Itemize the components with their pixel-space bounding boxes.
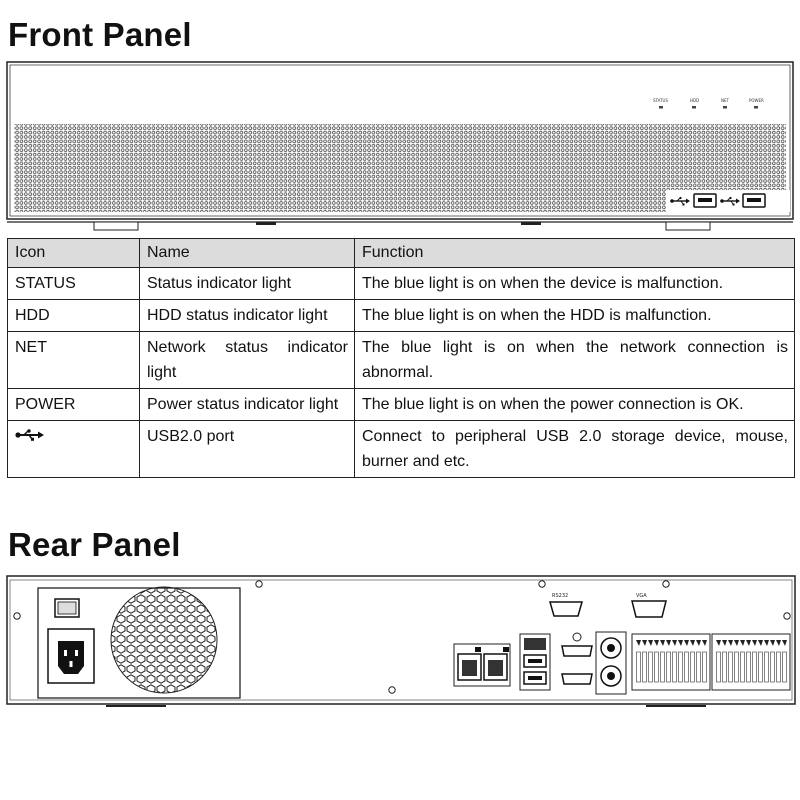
column-header-icon: Icon [8, 239, 140, 268]
audio-jacks [596, 632, 626, 694]
terminal-slot [643, 652, 647, 682]
cell-name: Status indicator light [140, 268, 355, 300]
column-header-name: Name [140, 239, 355, 268]
fan-grille [111, 587, 217, 693]
indicator-label-net: NET [721, 98, 729, 103]
terminal-slot [783, 652, 787, 682]
cell-function: The blue light is on when the network connection is abnormal. [355, 332, 795, 389]
cell-name: Power status indicator light [140, 389, 355, 421]
vga-port [632, 601, 666, 617]
indicator-label-status: STATUS [653, 98, 669, 103]
terminal-slot [691, 652, 695, 682]
table-row [8, 421, 795, 478]
cell-name: Network status indicator light [140, 332, 355, 389]
table-row [8, 268, 795, 300]
indicator-table [7, 238, 795, 478]
ethernet-ports [454, 644, 510, 686]
terminal-slot [753, 652, 757, 682]
cell-icon [8, 421, 140, 478]
table-row [8, 332, 795, 389]
table-header-row [8, 239, 795, 268]
table-row [8, 389, 795, 421]
front-panel-diagram [6, 60, 796, 232]
indicator-label-hdd: HDD [690, 98, 700, 103]
terminal-slot [679, 652, 683, 682]
column-header-function: Function [355, 239, 795, 268]
terminal-slot [723, 652, 727, 682]
rear-panel-heading: Rear Panel [8, 526, 181, 563]
cell-icon: POWER [8, 389, 140, 421]
terminal-slot [747, 652, 751, 682]
esata-usb-ports [520, 634, 550, 690]
cell-function: The blue light is on when the device is malfunction. [355, 268, 795, 300]
terminal-slot [685, 652, 689, 682]
terminal-slot [637, 652, 641, 682]
cell-icon: STATUS [8, 268, 140, 300]
cell-name: USB2.0 port [140, 421, 355, 478]
rear-panel-diagram [6, 574, 798, 714]
vga-label: VGA [636, 593, 647, 599]
terminal-slot [759, 652, 763, 682]
cell-icon: NET [8, 332, 140, 389]
cell-icon: HDD [8, 300, 140, 332]
terminal-slot [771, 652, 775, 682]
usb-icon [15, 429, 45, 441]
terminal-slot [673, 652, 677, 682]
terminal-slot [649, 652, 653, 682]
terminal-slot [735, 652, 739, 682]
table-row [8, 300, 795, 332]
terminal-slot [667, 652, 671, 682]
cell-function: Connect to peripheral USB 2.0 storage device, mouse, burner and etc. [355, 421, 795, 478]
terminal-slot [717, 652, 721, 682]
rs232-label: RS232 [552, 593, 569, 599]
front-panel-heading: Front Panel [8, 16, 192, 53]
terminal-slot [729, 652, 733, 682]
terminal-slot [661, 652, 665, 682]
cell-function: The blue light is on when the HDD is malfunction. [355, 300, 795, 332]
terminal-slot [697, 652, 701, 682]
indicator-label-power: POWER [749, 98, 764, 103]
terminal-slot [741, 652, 745, 682]
front-usb-ports [666, 190, 790, 212]
cell-function: The blue light is on when the power connection is OK. [355, 389, 795, 421]
terminal-slot [655, 652, 659, 682]
rs232-port [550, 602, 582, 616]
cell-name: HDD status indicator light [140, 300, 355, 332]
terminal-slot [777, 652, 781, 682]
terminal-slot [703, 652, 707, 682]
terminal-slot [765, 652, 769, 682]
